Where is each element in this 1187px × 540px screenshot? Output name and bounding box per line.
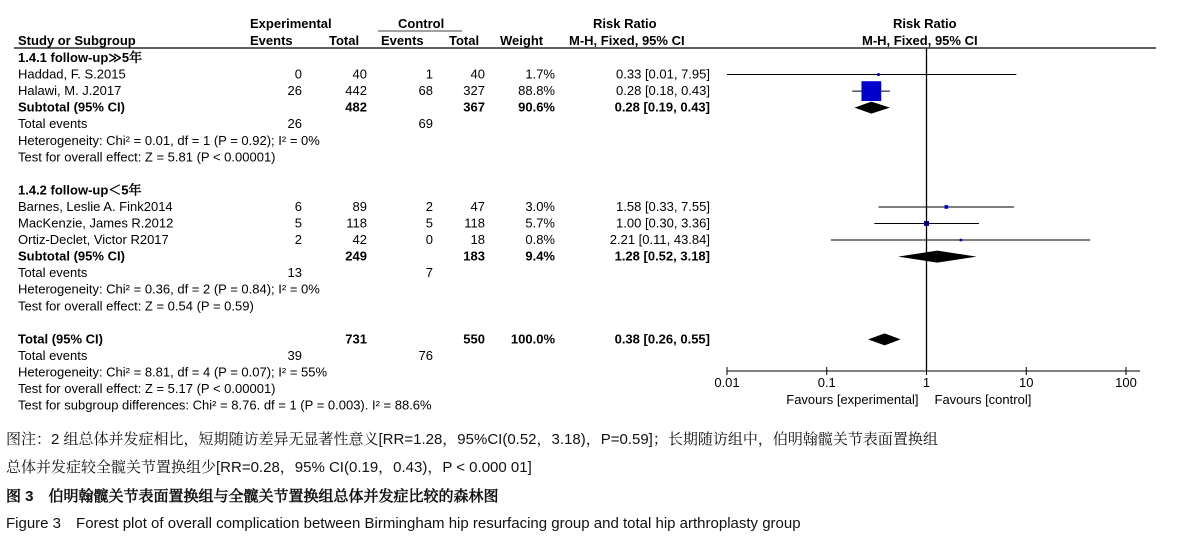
study-square: [960, 239, 963, 242]
study-square: [877, 73, 880, 76]
study-weight: 3.0%: [525, 198, 555, 214]
study-events-1: 6: [294, 198, 302, 214]
total-total-2: 550: [463, 331, 485, 347]
total-ci-text: 0.38 [0.26, 0.55]: [614, 331, 710, 347]
total-diamond: [868, 333, 900, 345]
study-label: Halawi, M. J.2017: [18, 83, 122, 99]
favours-experimental-label: Favours [experimental]: [786, 392, 919, 407]
study-ci-text: 1.00 [0.30, 3.36]: [616, 215, 710, 231]
subtotal-diamond: [898, 251, 976, 263]
header-events-1: Events: [250, 33, 293, 48]
x-tick-label: 0.01: [714, 375, 740, 390]
x-tick-label: 100: [1115, 375, 1137, 390]
subtotal-label: Subtotal (95% CI): [18, 99, 125, 115]
summary-text: Total events: [18, 116, 88, 132]
subtotal-weight: 9.4%: [525, 248, 555, 264]
study-ci-text: 2.21 [0.11, 43.84]: [609, 232, 710, 248]
study-weight: 1.7%: [525, 66, 555, 82]
summary-text: Test for overall effect: Z = 5.81 (P < 0.00001): [18, 149, 276, 165]
header-method: M-H, Fixed, 95% CI: [569, 33, 685, 48]
study-events-2: 5: [425, 215, 433, 231]
study-events-2: 2: [425, 198, 433, 214]
study-events-1: 2: [294, 232, 302, 248]
subtotal-total-1: 249: [345, 248, 367, 264]
total-events-2: 76: [418, 347, 433, 363]
header-risk-ratio: Risk Ratio: [593, 16, 657, 31]
study-label: Haddad, F. S.2015: [18, 66, 126, 82]
x-tick-label: 10: [1019, 375, 1034, 390]
study-label: MacKenzie, James R.2012: [18, 215, 174, 231]
study-total-1: 442: [345, 83, 367, 99]
subtotal-total-1: 482: [345, 99, 367, 115]
study-total-1: 118: [346, 215, 367, 231]
study-total-2: 327: [463, 83, 485, 99]
x-tick-label: 1: [922, 375, 931, 390]
header-experimental: Experimental: [250, 16, 332, 31]
rows-layer: [18, 50, 1090, 413]
favours-control-label: Favours [control]: [934, 392, 1032, 407]
subgroup-heading: 1.4.2 follow-up＜5年: [18, 182, 142, 198]
total-label: Total (95% CI): [18, 331, 103, 347]
study-total-2: 18: [470, 232, 485, 248]
study-square: [861, 81, 881, 101]
caption-figure-cn: 图 3 伯明翰髋关节表面置换组与全髋关节置换组总体并发症比较的森林图: [6, 488, 499, 505]
study-total-1: 89: [352, 198, 367, 214]
study-ci-text: 0.33 [0.01, 7.95]: [616, 66, 710, 82]
subtotal-ci-text: 0.28 [0.19, 0.43]: [614, 99, 710, 115]
caption-note-line2: 总体并发症较全髋关节置换组少[RR=0.28，95% CI(0.19，0.43)，P < 0.000 01]: [6, 459, 532, 476]
study-events-2: 1: [425, 66, 433, 82]
summary-text: Heterogeneity: Chi² = 0.36, df = 2 (P = 0.84); I² = 0%: [18, 281, 320, 297]
subtotal-diamond: [855, 102, 890, 114]
study-total-2: 47: [470, 198, 485, 214]
study-label: Barnes, Leslie A. Fink2014: [18, 198, 173, 214]
total-events-1: 26: [287, 116, 302, 132]
x-tick-label: 0.1: [817, 375, 836, 390]
summary-text: Heterogeneity: Chi² = 8.81, df = 4 (P = 0.07); I² = 55%: [18, 364, 328, 380]
header-total-1: Total: [329, 33, 360, 48]
study-weight: 0.8%: [525, 232, 555, 248]
header-total-2: Total: [449, 33, 480, 48]
subtotal-total-2: 367: [463, 99, 485, 115]
subtotal-ci-text: 1.28 [0.52, 3.18]: [614, 248, 710, 264]
header-events-2: Events: [381, 33, 424, 48]
total-events-2: 7: [425, 265, 433, 281]
summary-text: Test for overall effect: Z = 5.17 (P < 0.00001): [18, 381, 276, 396]
header-plot-risk-ratio: Risk Ratio: [893, 16, 957, 31]
total-events-2: 69: [418, 116, 433, 132]
study-ci-text: 1.58 [0.33, 7.55]: [616, 198, 710, 214]
header-weight: Weight: [500, 33, 544, 48]
axis-layer: [714, 48, 1140, 407]
header-plot-method: M-H, Fixed, 95% CI: [862, 33, 978, 48]
study-total-1: 42: [352, 232, 367, 248]
total-events-1: 13: [287, 265, 302, 281]
study-label: Ortiz-Declet, Victor R2017: [18, 232, 169, 248]
study-total-2: 40: [470, 66, 485, 82]
study-ci-text: 0.28 [0.18, 0.43]: [616, 83, 710, 99]
study-weight: 88.8%: [518, 83, 555, 99]
total-total-1: 731: [345, 331, 367, 347]
study-events-1: 26: [287, 83, 302, 99]
subtotal-weight: 90.6%: [518, 99, 555, 115]
summary-text: Test for subgroup differences: Chi² = 8.76. df = 1 (P = 0.003). I² = 88.6%: [18, 397, 432, 413]
header-control: Control: [398, 16, 445, 31]
study-events-1: 5: [294, 215, 302, 231]
study-total-1: 40: [352, 66, 367, 82]
total-weight: 100.0%: [510, 331, 555, 347]
total-events-1: 39: [287, 347, 302, 363]
subtotal-label: Subtotal (95% CI): [18, 248, 125, 264]
caption-note-line1: 图注：2 组总体并发症相比，短期随访差异无显著性意义[RR=1.28，95%CI(0.52，3.18)，P=0.59]；长期随访组中，伯明翰髋关节表面置换组: [6, 431, 938, 448]
summary-text: Total events: [18, 265, 88, 281]
subgroup-heading: 1.4.1 follow-up≫5年: [18, 50, 143, 65]
study-square: [944, 205, 948, 209]
header-study: Study or Subgroup: [18, 33, 136, 48]
study-weight: 5.7%: [525, 215, 555, 231]
caption-figure-en: Figure 3 Forest plot of overall complication between Birmingham hip resurfacing group and total hip arthroplasty group: [6, 515, 801, 532]
study-events-2: 68: [418, 83, 433, 99]
study-events-1: 0: [294, 66, 302, 82]
summary-text: Heterogeneity: Chi² = 0.01, df = 1 (P = 0.92); I² = 0%: [18, 132, 320, 148]
study-events-2: 0: [425, 232, 433, 248]
summary-text: Test for overall effect: Z = 0.54 (P = 0.59): [18, 298, 254, 314]
summary-text: Total events: [18, 347, 88, 363]
subtotal-total-2: 183: [463, 248, 485, 264]
study-total-2: 118: [464, 215, 485, 231]
